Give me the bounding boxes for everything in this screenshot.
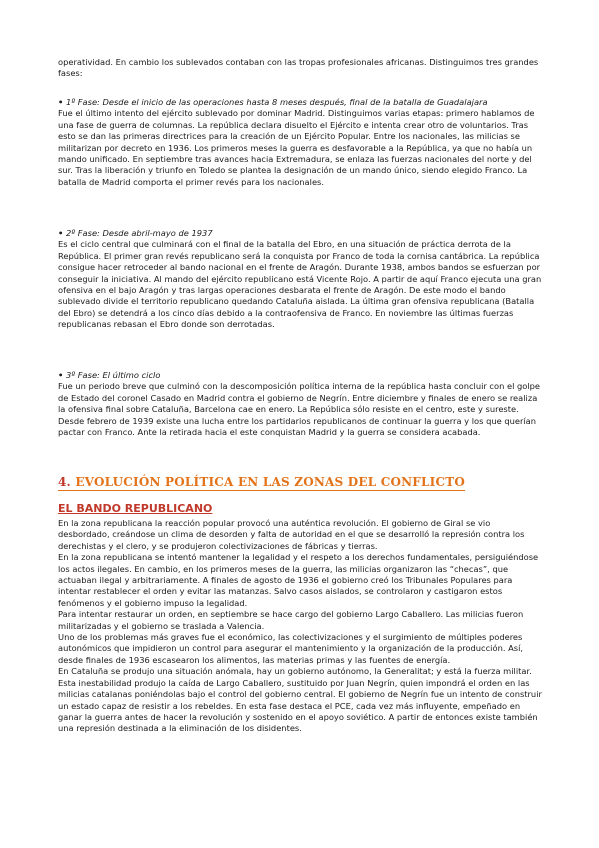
section-title-text: EVOLUCIÓN POLÍTICA EN LAS ZONAS DEL CONFLICTO: [75, 475, 466, 489]
fase1-title: 1º Fase: Desde el inicio de las operaciones hasta 8 meses después, final de la batalla de Guadalajara: [65, 97, 488, 107]
republicano-body: [58, 518, 544, 735]
fase2-title: 2º Fase: Desde abril-mayo de 1937: [65, 228, 213, 238]
republicano-paragraph-4: Uno de los problemas más graves fue el económico, las colectivizaciones y el surgimiento de múltiples poderes autonómicos que impidieron un control para asegurar el mantenimiento y la organización de la producción. Así, desde finales de 1936 escasearon los alimentos, las materias primas y las fuentes de energía.: [58, 632, 524, 665]
republicano-paragraph-6: Esta inestabilidad produjo la caída de Largo Caballero, sustituido por Juan Negrín, quien impondrá el orden en las milicias catalanas poniéndolas bajo el control del gobierno central. El gobierno de Negrín fue un intento de construir un estado capaz de resistir a los rebeldes. En esta fase destaca el PCE, cada vez más influyente, empeñado en ganar la guerra antes de hacer la revolución y sostenido en el apoyo soviético. A partir de entonces existe también una represión destinada a la eliminación de los disidentes.: [58, 677, 542, 734]
fase3-block: [58, 370, 544, 438]
subsection-heading: EL BANDO REPUBLICANO: [58, 502, 213, 515]
bullet-icon: •: [58, 370, 64, 380]
fase1-text: Fue el último intento del ejército sublevado por dominar Madrid. Distinguimos varias etapas: primero hablamos de una fase de guerra de columnas. La república declara disuelto el Ejército e intenta crear otro de voluntarios. Tras esto se dan las primeras directrices para la creación de un Ejército Popular. Entre los nacionales, las milicias se militarizan por decreto en 1936. Los primeros meses la guerra es desfavorable a la República, ya que no había un mando unificado. En septiembre tras avances hacia Extremadura, se enlaza las fuerzas nacionales del norte y del sur. Tras la liberación y triunfo en Toledo se plantea la designación de un mando único, siendo elegido Franco. La batalla de Madrid comporta el primer revés para los nacionales.: [58, 108, 535, 187]
bullet-icon: •: [58, 228, 64, 238]
fase3-title: 3º Fase: El último ciclo: [65, 370, 161, 380]
fase3-text: Fue un periodo breve que culminó con la descomposición política interna de la república hasta concluir con el golpe de Estado del coronel Casado en Madrid contra el gobierno de Negrín. Entre diciembre y finales de enero se realiza la ofensiva final sobre Cataluña, Barcelona cae en enero. La República sólo resiste en el centro, este y sureste. Desde febrero de 1939 existe una lucha entre los partidarios republicanos de continuar la guerra y los que querían pactar con Franco. Ante la retirada hacia el este conquistan Madrid y la guerra se considera acabada.: [58, 381, 541, 438]
section-number: 4.: [58, 475, 71, 489]
section-heading: [58, 475, 465, 491]
republicano-paragraph-1: En la zona republicana la reacción popular provocó una auténtica revolución. El gobierno de Giral se vio desbordado, creándose un clima de desorden y falta de autoridad en el que se desarrolló la represión contra los derechistas y el clero, y se produjeron colectivizaciones de fábricas y tierras.: [58, 518, 525, 551]
republicano-paragraph-2: En la zona republicana se intentó mantener la legalidad y el respeto a los derechos fundamentales, persiguiéndose los actos ilegales. En cambio, en los primeros meses de la guerra, las milicias organizaron las “checas”, que actuaban ilegal y arbitrariamente. A finales de agosto de 1936 el gobierno creó los Tribunales Populares para intentar restablecer el orden y evitar las matanzas. Salvo casos aislados, se controlaron y castigaron estos fenómenos y el gobierno impuso la legalidad.: [58, 552, 539, 608]
republicano-paragraph-3: Para intentar restaurar un orden, en septiembre se hace cargo del gobierno Largo Caballero. Las milicias fueron militarizadas y el gobierno se traslada a Valencia.: [58, 609, 524, 631]
bullet-icon: •: [58, 97, 64, 107]
republicano-paragraph-5: En Cataluña se produjo una situación anómala, hay un gobierno autónomo, la Generalitat; y está la fuerza militar.: [58, 666, 532, 677]
fase2-block: [58, 228, 544, 331]
fase1-block: [58, 97, 544, 188]
intro-paragraph: operatividad. En cambio los sublevados contaban con las tropas profesionales africanas. Distinguimos tres grandes fases:: [58, 57, 539, 79]
fase2-text: Es el ciclo central que culminará con el final de la batalla del Ebro, en una situación de práctica derrota de la República. El primer gran revés republicano será la conquista por Franco de toda la cornisa cantábrica. La república consigue hacer retroceder al bando nacional en el frente de Aragón. Durante 1938, ambos bandos se esfuerzan por conseguir la iniciativa. Al mando del ejército republicano está Vicente Rojo. A partir de aquí Franco ejecuta una gran ofensiva en el bajo Aragón y tras largas operaciones desbarata el frente de Aragón. De este modo el bando sublevado divide el territorio republicano quedando Cataluña aislada. La última gran ofensiva republicana (Batalla del Ebro) se detendrá a los cinco días debido a la contraofensiva de Franco. En noviembre las últimas fuerzas republicanas rebasan el Ebro donde son derrotadas.: [58, 239, 542, 330]
